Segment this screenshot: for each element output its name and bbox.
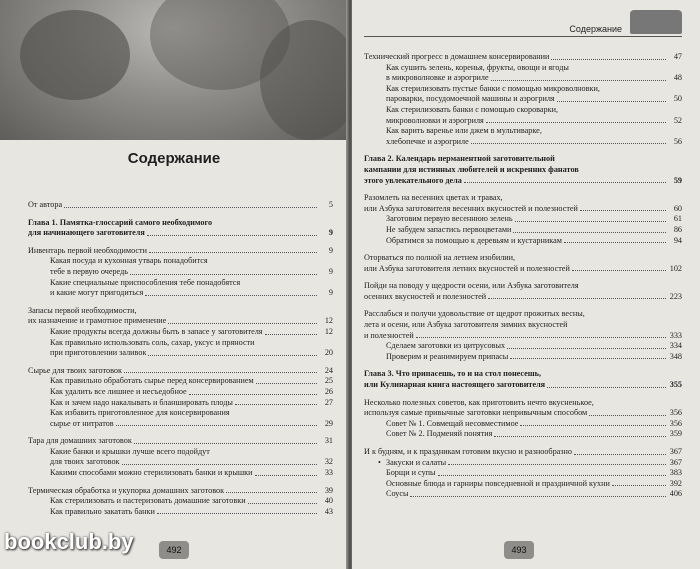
toc-page-number: 48 — [673, 73, 682, 83]
toc-entry — [28, 267, 333, 278]
toc-entry — [28, 288, 333, 299]
toc-page-number: 9 — [328, 288, 333, 298]
toc-entry — [364, 63, 682, 74]
toc-entry-title: кампании для истинных любителей и искренних фанатов — [364, 164, 579, 174]
toc-leader-dots — [149, 252, 317, 253]
toc-gap — [28, 479, 333, 486]
toc-page-number: 12 — [324, 316, 333, 326]
toc-entry-title: Как стерилизовать пустые банки с помощью микроволновки, — [386, 83, 600, 93]
toc-leader-dots — [491, 80, 666, 81]
toc-entry — [364, 458, 682, 469]
toc-entry — [364, 320, 682, 331]
toc-entry-title: • Закуски и салаты — [386, 458, 446, 469]
toc-entry — [28, 468, 333, 479]
toc-entry — [364, 429, 682, 440]
toc-page-number: 359 — [669, 429, 682, 439]
toc-entry — [364, 253, 682, 264]
toc-entry — [28, 496, 333, 507]
toc-entry-title: Расслабься и получи удовольствие от щедрот прожитых весны, — [364, 309, 585, 319]
toc-leader-dots — [486, 122, 666, 123]
toc-entry-title: их назначение и грамотное применение — [28, 316, 167, 326]
toc-entry — [364, 419, 682, 430]
toc-leader-dots — [116, 425, 317, 426]
toc-entry-title: Как избавить приготовленное для консервирования — [50, 408, 230, 418]
toc-page-number: 43 — [324, 506, 333, 516]
toc-gap — [364, 186, 682, 193]
toc-leader-dots — [122, 464, 317, 465]
toc-entry-title: Глава 2. Календарь перманентной заготовительной — [364, 154, 555, 164]
toc-entry — [364, 479, 682, 490]
toc-entry — [364, 292, 682, 303]
toc-entry-title: Глава 1. Памятка-глоссарий самого необходимого — [28, 217, 213, 227]
toc-page-number: 223 — [669, 291, 682, 301]
toc-entry — [364, 154, 682, 165]
toc-entry-title: при приготовлении заливок — [50, 348, 147, 358]
toc-entry — [364, 193, 682, 204]
toc-entry-title: Запасы первой необходимости, — [28, 305, 137, 315]
toc-leader-dots — [612, 485, 666, 486]
toc-entry — [28, 387, 333, 398]
toc-entry — [364, 369, 682, 380]
toc-entry — [364, 204, 682, 215]
toc-entry-title: Несколько полезных советов, как приготовить нечто вкусненькое, — [364, 397, 594, 407]
toc-entry-title: Как стерилизовать и пастеризовать домашние заготовки — [50, 496, 246, 506]
toc-left — [28, 200, 333, 517]
toc-page-number: 355 — [669, 380, 682, 390]
toc-entry-title: Борщи и супы — [386, 468, 436, 478]
toc-entry — [28, 457, 333, 468]
toc-entry-title: для твоих заготовок — [50, 457, 120, 467]
toc-entry-title: От автора — [28, 200, 63, 209]
toc-page-number: 61 — [673, 214, 682, 224]
toc-entry — [364, 94, 682, 105]
toc-leader-dots — [510, 358, 666, 359]
toc-page-number: 24 — [324, 365, 333, 375]
toc-page-number: 9 — [328, 245, 333, 255]
toc-entry-title: Какие банки и крышки лучше всего подойдут — [50, 446, 210, 456]
toc-entry-title: Какая посуда и кухонная утварь понадобится — [50, 256, 208, 266]
toc-page-number: 5 — [328, 200, 333, 209]
toc-gap — [364, 274, 682, 281]
toc-entry-title: этого увлекательного дела — [364, 175, 462, 185]
toc-entry-title: Как правильно закатать банки — [50, 506, 155, 516]
toc-entry-title: Сырье для твоих заготовок — [28, 365, 122, 375]
toc-leader-dots — [507, 348, 666, 349]
toc-page-number: 59 — [673, 175, 682, 185]
toc-page-number: 86 — [673, 224, 682, 234]
toc-entry — [364, 214, 682, 225]
toc-page-number: 39 — [324, 485, 333, 495]
toc-page-number: 9 — [328, 266, 333, 276]
toc-entry-title: Как варить варенье или джем в мультиварке, — [386, 126, 542, 136]
toc-leader-dots — [564, 242, 666, 243]
toc-leader-dots — [189, 394, 317, 395]
toc-page-number: 20 — [324, 348, 333, 358]
toc-gap — [364, 246, 682, 253]
page-number-right: 493 — [504, 541, 534, 559]
tomato-photo — [0, 0, 348, 140]
toc-gap — [28, 239, 333, 246]
toc-page-number: 47 — [673, 52, 682, 61]
toc-entry — [364, 236, 682, 247]
toc-entry — [364, 165, 682, 176]
left-page — [0, 0, 348, 569]
toc-leader-dots — [265, 334, 317, 335]
toc-leader-dots — [416, 337, 666, 338]
toc-entry — [364, 489, 682, 500]
toc-leader-dots — [438, 475, 666, 476]
toc-entry-title: Основные блюда и гарниры повседневной и праздничной кухни — [386, 478, 610, 488]
toc-leader-dots — [515, 221, 666, 222]
toc-entry-title: Как правильно обработать сырье перед консервированием — [50, 376, 254, 386]
toc-leader-dots — [64, 207, 317, 208]
toc-entry-title: или Азбука заготовителя весенних вкусностей и полезностей — [364, 203, 578, 213]
toc-entry — [28, 256, 333, 267]
toc-entry-title: Обратимся за помощью к деревьям и кустарникам — [386, 235, 562, 245]
toc-entry-title: сырье от нитратов — [50, 418, 114, 428]
toc-page-number: 334 — [669, 341, 682, 351]
toc-gap — [364, 147, 682, 154]
toc-entry — [28, 228, 333, 239]
toc-leader-dots — [130, 274, 317, 275]
toc-entry — [364, 380, 682, 391]
toc-leader-dots — [147, 235, 317, 236]
toc-leader-dots — [248, 503, 317, 504]
toc-leader-dots — [255, 475, 317, 476]
toc-page-number: 50 — [673, 94, 682, 104]
toc-page-number: 383 — [669, 468, 682, 478]
toc-entry-title: и полезностей — [364, 330, 414, 340]
toc-entry-title: тебе в первую очередь — [50, 266, 128, 276]
toc-gap — [364, 302, 682, 309]
toc-entry-title: Как правильно использовать соль, сахар, уксус и пряности — [50, 337, 255, 347]
toc-page-number: 9 — [328, 228, 333, 238]
toc-entry — [364, 225, 682, 236]
toc-entry — [28, 278, 333, 289]
toc-page-number: 26 — [324, 386, 333, 396]
toc-entry-title: для начинающего заготовителя — [28, 228, 145, 238]
toc-gap — [364, 440, 682, 447]
toc-entry — [364, 116, 682, 127]
toc-gap — [28, 429, 333, 436]
toc-leader-dots — [448, 464, 666, 465]
page-number-left: 492 — [159, 541, 189, 559]
toc-leader-dots — [145, 295, 317, 296]
toc-page-number: 94 — [673, 235, 682, 245]
toc-entry — [28, 408, 333, 419]
toc-page-number: 33 — [324, 468, 333, 478]
toc-page-number: 29 — [324, 418, 333, 428]
toc-leader-dots — [471, 143, 666, 144]
toc-leader-dots — [410, 496, 666, 497]
toc-entry — [28, 376, 333, 387]
toc-leader-dots — [557, 101, 666, 102]
toc-entry-title: Заготовим первую весеннюю зелень — [386, 214, 513, 224]
toc-entry — [364, 52, 682, 63]
toc-entry-title: Какие специальные приспособления тебе понадобятся — [50, 277, 241, 287]
toc-entry-title: Термическая обработка и укупорка домашних заготовок — [28, 485, 225, 495]
toc-leader-dots — [226, 492, 317, 493]
toc-page-number: 60 — [673, 203, 682, 213]
toc-entry — [28, 436, 333, 447]
toc-entry — [28, 486, 333, 497]
toc-page-number: 56 — [673, 136, 682, 146]
toc-entry — [364, 447, 682, 458]
toc-entry-title: И к будням, и к праздникам готовим вкусно и разнообразно — [364, 447, 573, 456]
toc-entry — [364, 105, 682, 116]
toc-leader-dots — [148, 355, 317, 356]
toc-leader-dots — [574, 454, 666, 455]
toc-leader-dots — [464, 182, 666, 183]
toc-leader-dots — [494, 436, 666, 437]
toc-entry-title: Как и зачем надо накалывать и бланшировать плоды — [50, 397, 233, 407]
right-page — [352, 0, 700, 569]
toc-entry — [364, 176, 682, 187]
toc-entry-title: Инвентарь первой необходимости — [28, 245, 147, 255]
toc-entry — [28, 306, 333, 317]
toc-entry — [364, 341, 682, 352]
toc-leader-dots — [134, 443, 317, 444]
toc-page-number: 52 — [673, 115, 682, 125]
toc-page-number: 27 — [324, 397, 333, 407]
toc-entry-title: Совет № 1. Совмещай несовместимое — [386, 418, 519, 428]
toc-entry-title: или Азбука заготовителя летних вкусностей и полезностей — [364, 263, 570, 273]
toc-entry — [364, 126, 682, 137]
toc-entry — [364, 352, 682, 363]
jars-illustration-icon — [630, 10, 682, 34]
toc-entry-title: Тара для домашних заготовок — [28, 436, 132, 446]
toc-leader-dots — [157, 513, 317, 514]
toc-entry-title: Как сушить зелень, коренья, фрукты, овощи и ягоды — [386, 62, 569, 72]
toc-page-number: 367 — [669, 447, 682, 456]
toc-entry-title: микроволновки и аэрогриля — [386, 115, 484, 125]
toc-entry-title: пароварки, посудомоечной машины и аэрогриля — [386, 94, 555, 104]
toc-entry — [28, 447, 333, 458]
toc-entry-title: Сделаем заготовки из цитрусовых — [386, 341, 506, 351]
toc-leader-dots — [124, 372, 317, 373]
toc-page-number: 333 — [669, 330, 682, 340]
toc-entry-title: лета и осени, или Азбука заготовителя зимних вкусностей — [364, 320, 568, 330]
toc-entry — [364, 331, 682, 342]
toc-entry — [28, 398, 333, 409]
toc-page-number: 348 — [669, 351, 682, 361]
toc-entry-title: Какие продукты всегда должны быть в запасе у заготовителя — [50, 326, 263, 336]
toc-page-number: 31 — [324, 436, 333, 446]
toc-entry-title: в микроволновке и аэрогриле — [386, 73, 489, 83]
toc-entry-title: или Кулинарная книга настоящего заготовителя — [364, 380, 546, 390]
toc-leader-dots — [235, 404, 317, 405]
toc-entry — [28, 366, 333, 377]
toc-entry-title: используя самые привычные заготовки непривычным способом — [364, 408, 588, 418]
toc-entry-title: Какими способами можно стерилизовать банки и крышки — [50, 468, 253, 478]
toc-entry-title: Технический прогресс в домашнем консервировании — [364, 52, 550, 61]
toc-leader-dots — [168, 323, 317, 324]
toc-entry-title: хлебопечке и аэрогриле — [386, 136, 469, 146]
toc-right — [364, 52, 682, 500]
toc-page-number: 25 — [324, 376, 333, 386]
toc-entry-title: осенних вкусностей и полезностей — [364, 291, 487, 301]
toc-page-number: 32 — [324, 457, 333, 467]
toc-entry — [28, 246, 333, 257]
toc-gap — [28, 211, 333, 218]
toc-entry — [364, 137, 682, 148]
toc-leader-dots — [256, 383, 317, 384]
toc-page-number: 102 — [669, 263, 682, 273]
toc-entry-title: Не забудем запастись первоцветами — [386, 224, 512, 234]
toc-entry — [28, 348, 333, 359]
toc-entry — [28, 419, 333, 430]
toc-entry-title: и какие могут пригодиться — [50, 288, 144, 298]
toc-leader-dots — [520, 425, 666, 426]
toc-entry-title: Разомлеть на весенних цветах и травах, — [364, 193, 503, 203]
toc-page-number: 356 — [669, 418, 682, 428]
toc-entry — [364, 281, 682, 292]
toc-page-number: 356 — [669, 408, 682, 418]
toc-leader-dots — [488, 298, 666, 299]
toc-gap — [28, 299, 333, 306]
toc-heading: Содержание — [127, 150, 221, 167]
toc-entry — [364, 408, 682, 419]
toc-leader-dots — [547, 387, 666, 388]
toc-page-number: 367 — [669, 457, 682, 467]
toc-leader-dots — [572, 270, 666, 271]
toc-entry — [28, 338, 333, 349]
toc-page-number: 392 — [669, 478, 682, 488]
toc-leader-dots — [580, 210, 666, 211]
toc-gap — [364, 391, 682, 398]
toc-entry-title: Пойди на поводу у щедрости осени, или Азбука заготовителя — [364, 281, 579, 291]
watermark-logo: bookclub.by — [4, 529, 134, 554]
toc-entry — [364, 398, 682, 409]
toc-entry — [364, 264, 682, 275]
toc-leader-dots — [513, 232, 666, 233]
toc-gap — [28, 359, 333, 366]
toc-entry — [364, 468, 682, 479]
toc-entry — [364, 309, 682, 320]
toc-entry — [28, 200, 333, 211]
toc-entry-title: Совет № 2. Подменяй понятия — [386, 429, 493, 439]
toc-leader-dots — [589, 415, 666, 416]
toc-page-number: 12 — [324, 326, 333, 336]
toc-page-number: 406 — [669, 489, 682, 499]
toc-entry-title: Соусы — [386, 489, 409, 499]
toc-leader-dots — [551, 59, 666, 60]
running-head — [364, 22, 682, 37]
toc-entry-title: Как удалить все лишнее и несъедобное — [50, 386, 187, 396]
toc-entry-title: Проверим и реанимируем припасы — [386, 351, 509, 361]
toc-entry — [28, 327, 333, 338]
toc-entry — [28, 218, 333, 229]
running-head-label: Содержание — [569, 24, 622, 34]
toc-entry-title: Как стерилизовать банки с помощью скороварки, — [386, 104, 559, 114]
toc-gap — [364, 362, 682, 369]
toc-entry — [28, 316, 333, 327]
toc-entry — [28, 507, 333, 518]
toc-entry — [364, 73, 682, 84]
toc-page-number: 40 — [324, 496, 333, 506]
toc-entry — [364, 84, 682, 95]
toc-entry-title: Оторваться по полной на летнем изобилии, — [364, 253, 516, 263]
toc-entry-title: Глава 3. Что припасешь, то и на стол понесешь, — [364, 369, 542, 379]
